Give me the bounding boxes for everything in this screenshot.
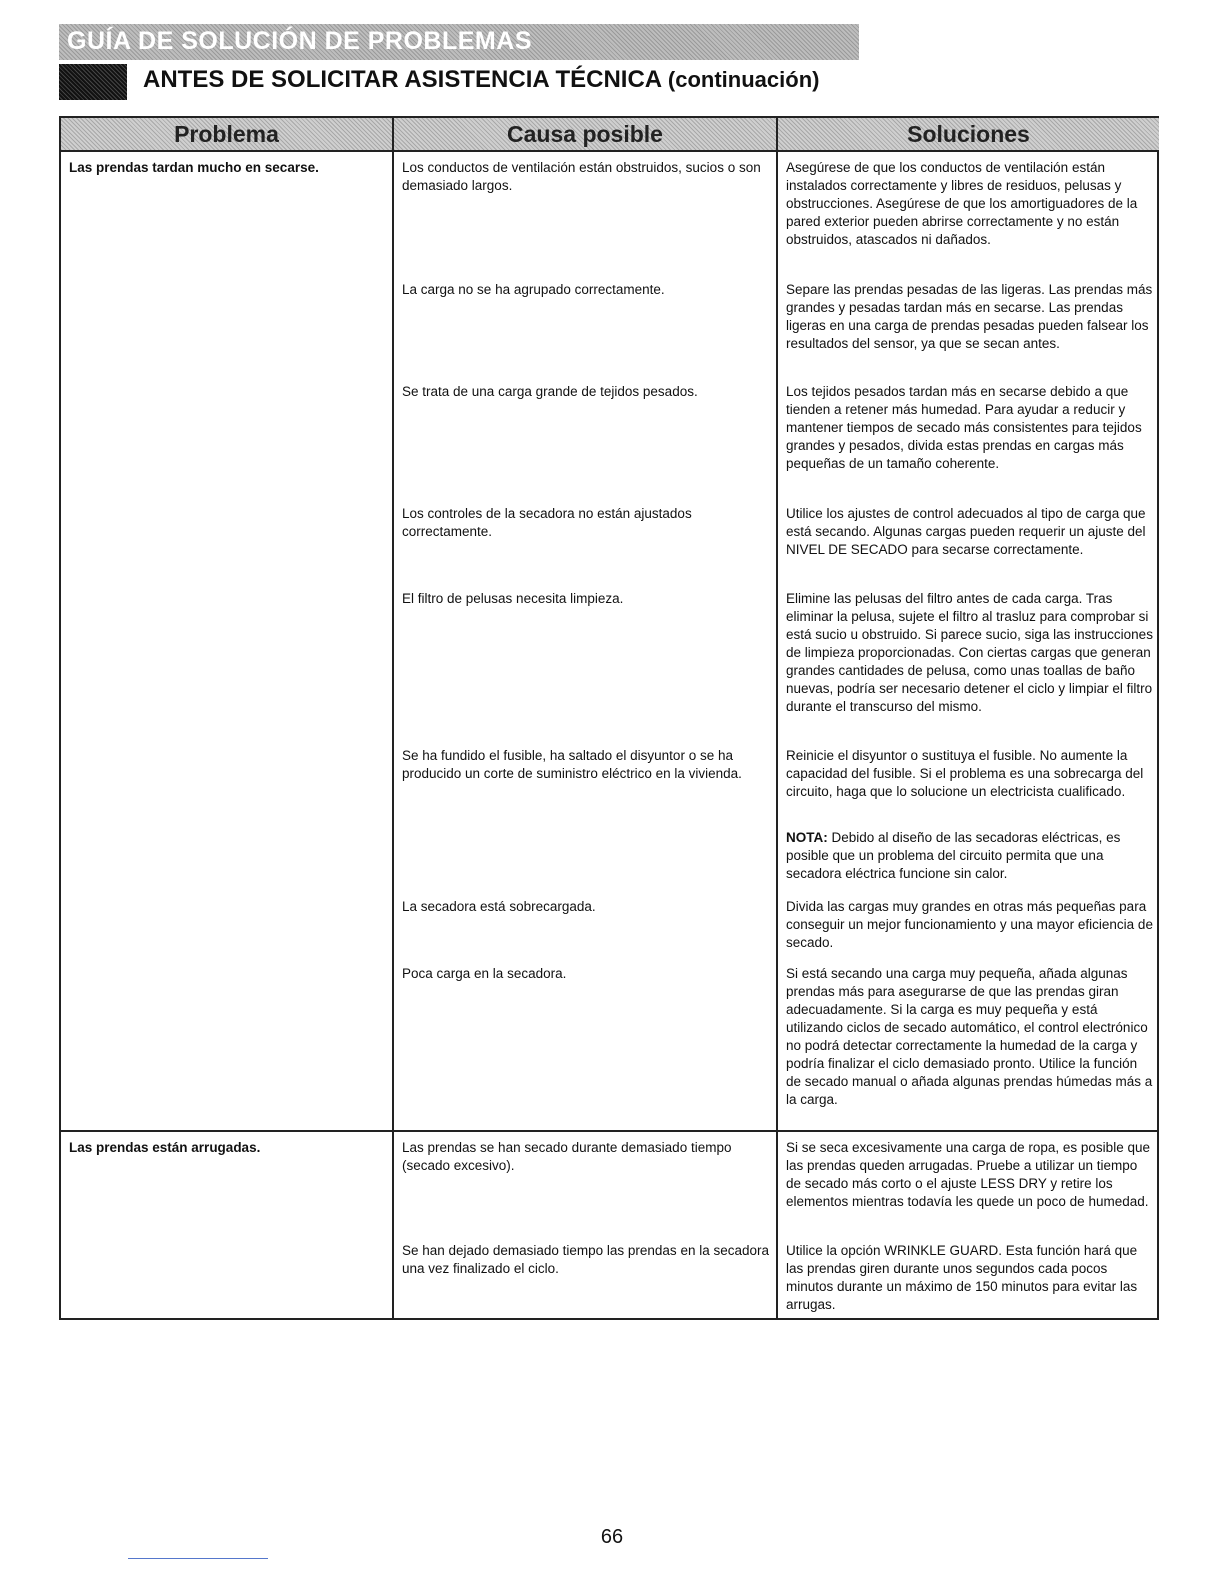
header-solutions: Soluciones <box>778 118 1159 152</box>
cause-cell: Se trata de una carga grande de tejidos pesados. <box>402 384 698 399</box>
header-problem: Problema <box>61 118 392 152</box>
cause-cell: Se ha fundido el fusible, ha saltado el disyuntor o se ha producido un corte de suministro eléctrico en la vivienda. <box>402 748 742 781</box>
solution-cell: Utilice la opción WRINKLE GUARD. Esta función hará que las prendas giren durante unos segundos cada pocos minutos durante un máximo de 150 minutos para evitar las arrugas. <box>786 1243 1138 1312</box>
row-divider <box>61 1130 1157 1132</box>
solution-cell: Si está secando una carga muy pequeña, añada algunas prendas más para asegurarse de que las prendas giran adecuadamente. Si la carga es muy pequeña y está utilizando ciclos de secado automático, el control electrónico no podrá detectar correctamente la humedad de la carga y podría finalizar el ciclo demasiado pronto. Utilice la función de secado manual o añada algunas prendas húmedas más a la carga. <box>786 966 1153 1107</box>
solution-column <box>778 118 1159 1318</box>
cause-cell: Poca carga en la secadora. <box>402 966 567 981</box>
cause-cell: Los conductos de ventilación están obstruidos, sucios o son demasiado largos. <box>402 160 761 193</box>
section-banner <box>59 24 859 60</box>
page-number: 66 <box>600 1526 624 1548</box>
heading-marker <box>59 64 127 100</box>
solution-cell: Reinicie el disyuntor o sustituya el fusible. No aumente la capacidad del fusible. Si el problema es una sobrecarga del circuito, haga que lo solucione un electricista cualificado. <box>786 748 1144 799</box>
page-title <box>143 66 819 94</box>
problem-column <box>61 118 394 1318</box>
note <box>786 829 1154 883</box>
problem-cell: Las prendas están arrugadas. <box>69 1140 261 1155</box>
cause-cell: La carga no se ha agrupado correctamente. <box>402 282 665 297</box>
solution-cell: Separe las prendas pesadas de las ligeras. Las prendas más grandes y pesadas tardan más en secarse. Las prendas ligeras en una carga de prendas pesadas pueden falsear los resultados del sensor, ya que se secan antes. <box>786 282 1153 351</box>
solution-cell: Asegúrese de que los conductos de ventilación están instalados correctamente y libres de residuos, pelusas y obstrucciones. Asegúrese de que los amortiguadores de la pared exterior pueden abrirse correctamente y no están obstruidos, atascados ni dañados. <box>786 160 1138 247</box>
problem-cell: Las prendas tardan mucho en secarse. <box>69 160 319 175</box>
header-cause: Causa posible <box>394 118 776 152</box>
troubleshooting-table <box>59 116 1159 1320</box>
cause-cell: Se han dejado demasiado tiempo las prendas en la secadora una vez finalizado el ciclo. <box>402 1243 769 1276</box>
solution-cell: Si se seca excesivamente una carga de ropa, es posible que las prendas queden arrugadas. Pruebe a utilizar un tiempo de secado más corto o el ajuste LESS DRY y retire los elementos mientras todavía les quede un poco de humedad. <box>786 1140 1150 1209</box>
solution-cell: Divida las cargas muy grandes en otras más pequeñas para conseguir un mejor funcionamiento y una mayor eficiencia de secado. <box>786 899 1153 950</box>
solution-cell: Utilice los ajustes de control adecuados al tipo de carga que está secando. Algunas cargas pueden requerir un ajuste del NIVEL DE SECADO para secarse correctamente. <box>786 506 1146 557</box>
footer-rule <box>128 1558 268 1559</box>
solution-cell: Los tejidos pesados tardan más en secarse debido a que tienden a retener más humedad. Para ayudar a reducir y mantener tiempos de secado más consistentes para tejidos grandes y pesados, divida estas prendas en cargas más pequeñas de un tamaño coherente. <box>786 384 1142 471</box>
cause-cell: Los controles de la secadora no están ajustados correctamente. <box>402 506 692 539</box>
title-continuation: (continuación) <box>667 67 820 92</box>
cause-cell: El filtro de pelusas necesita limpieza. <box>402 591 624 606</box>
solution-cell: Elimine las pelusas del filtro antes de cada carga. Tras eliminar la pelusa, sujete el filtro al trasluz para comprobar si está sucio u obstruido. Si parece sucio, siga las instrucciones de limpieza proporcionadas. Con ciertas cargas que generan grandes cantidades de pelusa, como unas toallas de baño nuevas, podría ser necesario detener el ciclo y limpiar el filtro durante el transcurso del mismo. <box>786 591 1153 714</box>
cause-cell: La secadora está sobrecargada. <box>402 899 596 914</box>
title-text: ANTES DE SOLICITAR ASISTENCIA TÉCNICA <box>143 66 662 93</box>
cause-cell: Las prendas se han secado durante demasiado tiempo (secado excesivo). <box>402 1140 732 1173</box>
note-label: NOTA: <box>786 830 828 845</box>
note-text: Debido al diseño de las secadoras eléctricas, es posible que un problema del circuito permita que una secadora eléctrica funcione sin calor. <box>786 830 1121 881</box>
section-title: GUÍA DE SOLUCIÓN DE PROBLEMAS <box>67 27 532 55</box>
cause-column <box>394 118 778 1318</box>
